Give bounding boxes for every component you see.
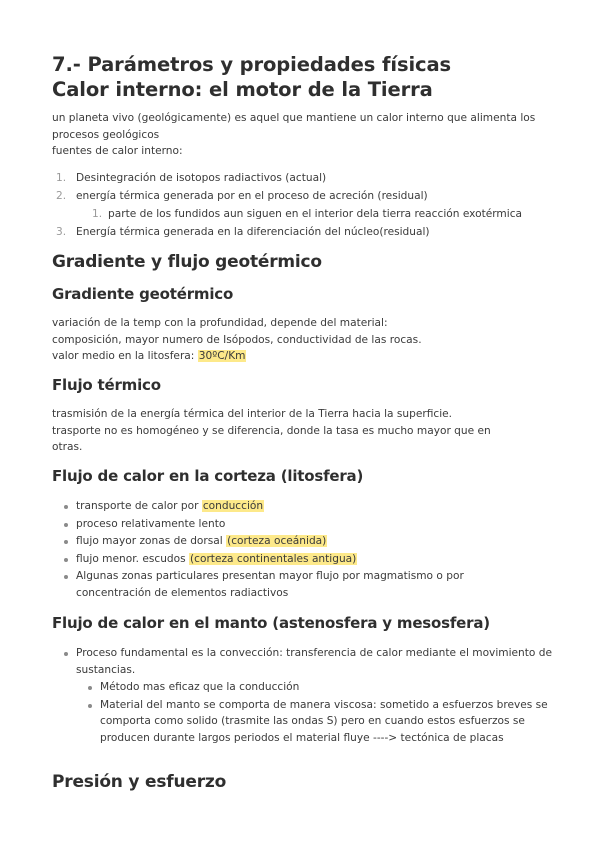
section-heading-presion: Presión y esfuerzo [52, 772, 227, 792]
section-heading-flujo: Flujo térmico [52, 376, 161, 394]
heat-sources-list [52, 170, 552, 242]
list-item: 3. Energía térmica generada en la diferenciación del núcleo(residual) [56, 225, 430, 238]
list-item: Material del manto se comporta de manera viscosa: sometido a esfuerzos breves se comporta como solido (trasmite las ondas S) pero en cuando estos esfuerzos se producen durante largos periodos el material fluye ----> tectónica de placas [76, 697, 552, 747]
highlight: 30ºC/Km [198, 350, 246, 362]
list-item: 2. energía térmica generada por en el proceso de acreción (residual) 1. parte de los fundidos aun siguen en el interior dela tierra reacción exotérmica [52, 188, 552, 222]
highlight: (corteza continentales antigua) [190, 552, 357, 565]
sub-list [76, 206, 552, 223]
list-item: Proceso fundamental es la convección: transferencia de calor mediante el movimiento de sustancias. Método mas eficaz que la conducción Material del manto se comporta de manera viscosa: sometido a esfuerzos breves se comporta como solido (trasmite las ondas S) pero en cuando estos esfuerzos se producen durante largos periodos el material fluye ----> tectónica de placas [52, 645, 552, 746]
page-title [52, 52, 552, 102]
list-item: Método mas eficaz que la conducción [76, 679, 552, 696]
flujo-paragraph: trasmisión de la energía térmica del interior de la Tierra hacia la superficie. trasporte no es homogéneo y se diferencia, donde la tasa es mucho mayor que en otras. [52, 408, 491, 453]
sub-list [76, 679, 552, 746]
list-item: 1. Desintegración de isotopos radiactivos (actual) [56, 172, 327, 184]
intro-paragraph [52, 110, 542, 160]
intro-text: un planeta vivo (geológicamente) es aquel que mantiene un calor interno que alimenta los procesos geológicos [52, 112, 536, 141]
gradiente-paragraph: variación de la temp con la profundidad, depende del material: composición, mayor numero de Isópodos, conductividad de las rocas. valor medio en la litosfera: 30ºC/Km [52, 317, 422, 362]
title-line-2: Calor interno: el motor de la Tierra [52, 78, 433, 101]
intro-sources-label: fuentes de calor interno: [52, 145, 183, 157]
section-heading-gradiente-flujo: Gradiente y flujo geotérmico [52, 252, 322, 272]
list-item: proceso relativamente lento [52, 516, 492, 533]
manto-list [52, 645, 552, 747]
section-heading-gradiente: Gradiente geotérmico [52, 285, 234, 303]
list-item: 1. parte de los fundidos aun siguen en el interior dela tierra reacción exotérmica [92, 207, 523, 220]
corteza-list [52, 498, 492, 602]
highlight: conducción [202, 500, 264, 512]
title-line-1: 7.- Parámetros y propiedades físicas [52, 53, 452, 76]
section-heading-corteza: Flujo de calor en la corteza (litosfera) [52, 467, 364, 485]
list-item: Algunas zonas particulares presentan mayor flujo por magmatismo o por concentración de elementos radiactivos [52, 568, 492, 601]
highlight: (corteza oceánida) [227, 535, 327, 547]
section-heading-manto: Flujo de calor en el manto (astenosfera y mesosfera) [52, 614, 490, 632]
list-item: flujo mayor zonas de dorsal (corteza oceánida) [52, 533, 492, 550]
list-item: transporte de calor por conducción [52, 498, 492, 515]
list-item: flujo menor. escudos (corteza continentales antigua) [52, 551, 492, 568]
